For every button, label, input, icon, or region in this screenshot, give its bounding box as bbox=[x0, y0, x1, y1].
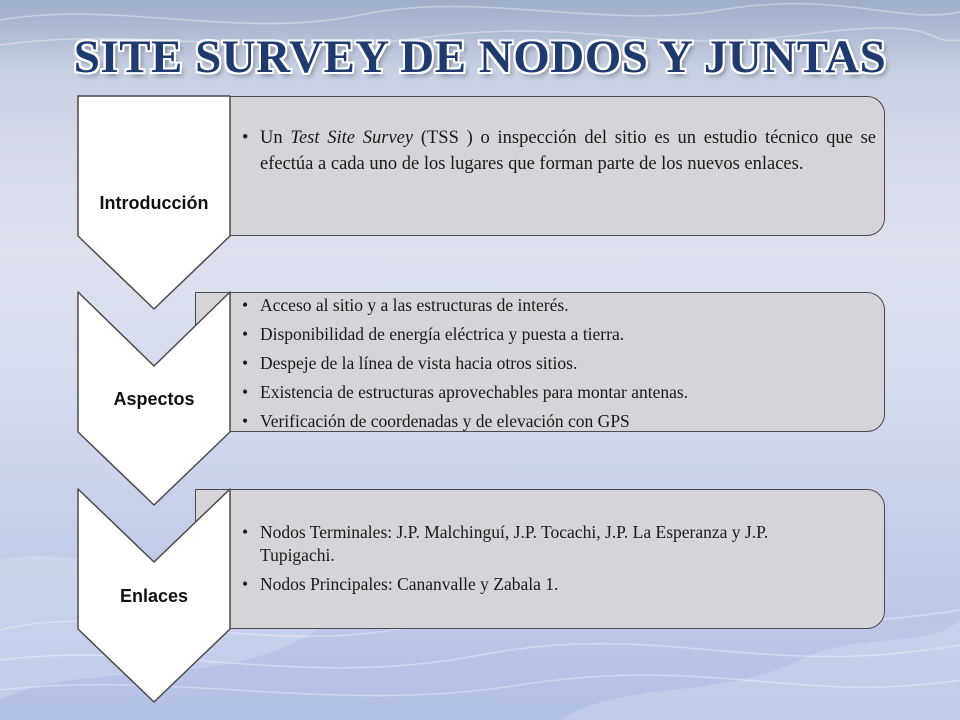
bullet-icon: • bbox=[242, 353, 249, 373]
intro-rest: (TSS ) o inspección del sitio es un estudio técnico que se efectúa a cada uno de los lugares que forman parte de los nuevos enlaces. bbox=[260, 128, 876, 174]
bullet-icon: • bbox=[242, 522, 249, 542]
list-item: • Existencia de estructuras aprovechables para montar antenas. bbox=[242, 382, 689, 402]
bullet-icon: • bbox=[242, 574, 249, 594]
bullet-icon: • bbox=[242, 382, 249, 402]
bullet-icon: • bbox=[242, 295, 249, 315]
list-item: • Nodos Principales: Cananvalle y Zabala 1. bbox=[242, 574, 559, 594]
label-introduccion: Introducción bbox=[99, 193, 209, 213]
label-aspectos: Aspectos bbox=[113, 389, 195, 409]
label-enlaces: Enlaces bbox=[119, 586, 189, 606]
list-item: • Disponibilidad de energía eléctrica y puesta a tierra. bbox=[242, 324, 625, 344]
list-item: • Verificación de coordenadas y de elevación con GPS bbox=[242, 411, 630, 431]
intro-prefix: Un bbox=[260, 128, 291, 148]
bullet-icon: • bbox=[242, 128, 249, 148]
slide-title: SITE SURVEY DE NODOS Y JUNTAS bbox=[73, 31, 887, 83]
bullet-icon: • bbox=[242, 324, 249, 344]
list-item: • Acceso al sitio y a las estructuras de interés. bbox=[242, 295, 569, 315]
bullet-icon: • bbox=[242, 411, 249, 431]
list-item: • Nodos Terminales: J.P. Malchinguí, J.P. Tocachi, J.P. La Esperanza y J.P. Tupigachi. bbox=[242, 522, 769, 565]
list-item: • Despeje de la línea de vista hacia otros sitios. bbox=[242, 353, 578, 373]
intro-italic-term: Test Site Survey bbox=[290, 128, 414, 148]
